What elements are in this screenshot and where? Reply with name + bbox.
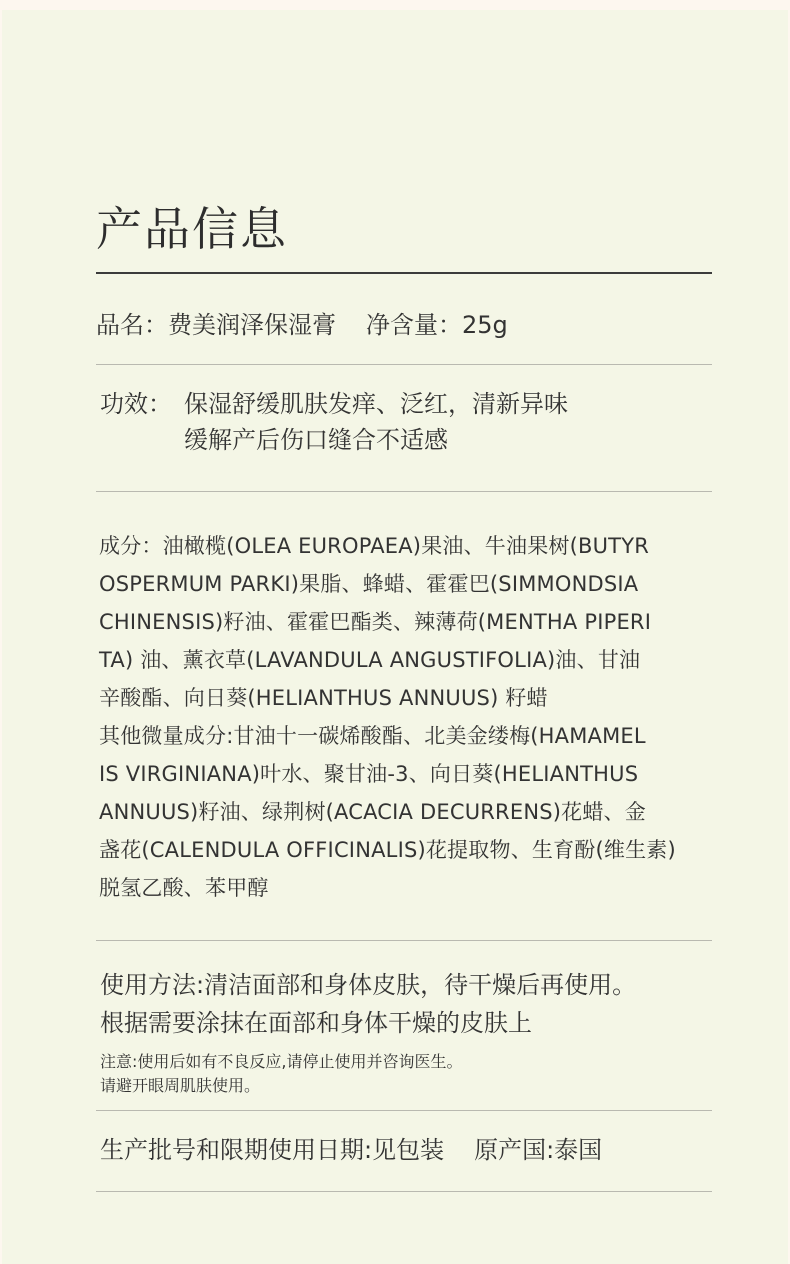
usage-section xyxy=(100,966,740,1042)
net-weight-value: 25g xyxy=(462,311,508,339)
minor-ingredients-line: IS VIRGINIANA)叶水、聚甘油-3、向日葵(HELIANTHUS xyxy=(99,762,639,786)
caution-line-1: 注意:使用后如有不良反应,请停止使用并咨询医生。 xyxy=(100,1052,463,1071)
minor-ingredients-line: ANNUUS)籽油、绿荆树(ACACIA DECURRENS)花蜡、金 xyxy=(99,800,646,824)
ingredients-section xyxy=(99,527,749,907)
ingredients-line: CHINENSIS)籽油、霍霍巴酯类、辣薄荷(MENTHA PIPERI xyxy=(99,610,652,634)
ingredients-line: TA) 油、薰衣草(LAVANDULA ANGUSTIFOLIA)油、甘油 xyxy=(99,648,641,672)
minor-ingredients-line: 脱氢乙酸、苯甲醇 xyxy=(99,876,269,900)
divider xyxy=(96,364,712,365)
divider xyxy=(96,1110,712,1111)
product-name-label: 品名： xyxy=(96,311,168,339)
ingredients-line: OSPERMUM PARKI)果脂、蜂蜡、霍霍巴(SIMMONDSIA xyxy=(99,572,639,596)
effect-line-1: 保湿舒缓肌肤发痒、泛红，清新异味 xyxy=(184,390,568,418)
minor-ingredients-line: 盏花(CALENDULA OFFICINALIS)花提取物、生育酚(维生素) xyxy=(99,838,676,862)
title-divider xyxy=(96,272,712,274)
effect-label: 功效： xyxy=(100,390,172,418)
footer-line xyxy=(100,1130,740,1170)
usage-line-2: 根据需要涂抹在面部和身体干燥的皮肤上 xyxy=(100,1009,532,1037)
divider xyxy=(96,940,712,941)
product-name-value: 费美润泽保湿膏 xyxy=(168,311,336,339)
minor-ingredients-line: 其他微量成分:甘油十一碳烯酸酯、北美金缕梅(HAMAMEL xyxy=(99,724,646,748)
page-title: 产品信息 xyxy=(96,202,288,256)
effect-line-2: 缓解产后伤口缝合不适感 xyxy=(184,426,448,454)
caution-line-2: 请避开眼周肌肤使用。 xyxy=(100,1076,261,1095)
usage-line-1: 使用方法:清洁面部和身体皮肤，待干燥后再使用。 xyxy=(100,971,637,999)
origin-info: 原产国:泰国 xyxy=(474,1136,603,1164)
divider xyxy=(96,1191,712,1192)
notes-section xyxy=(100,1050,740,1098)
ingredients-line: 成分：油橄榄(OLEA EUROPAEA)果油、牛油果树(BUTYR xyxy=(99,534,650,558)
product-name-line xyxy=(96,308,736,342)
batch-info: 生产批号和限期使用日期:见包装 xyxy=(100,1136,445,1164)
net-weight-label: 净含量： xyxy=(366,311,462,339)
ingredients-line: 辛酸酯、向日葵(HELIANTHUS ANNUUS) 籽蜡 xyxy=(99,686,548,710)
effect-section xyxy=(100,386,740,458)
divider xyxy=(96,491,712,492)
